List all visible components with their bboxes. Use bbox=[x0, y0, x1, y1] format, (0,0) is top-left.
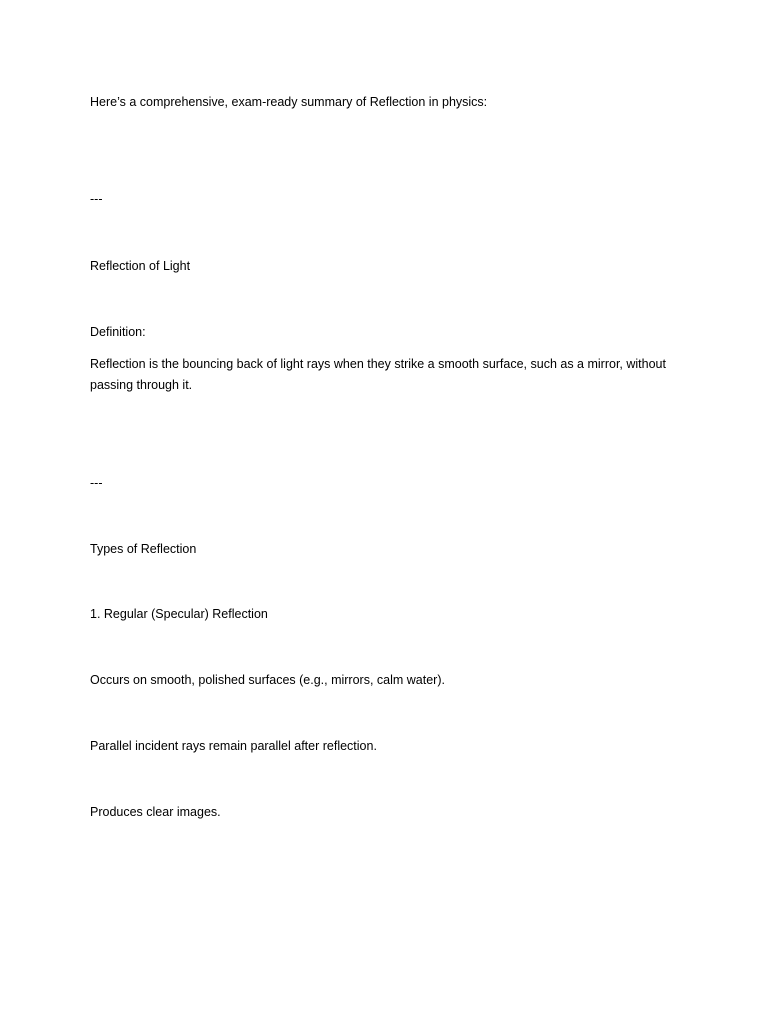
separator: --- bbox=[90, 192, 103, 206]
heading-types-of-reflection: Types of Reflection bbox=[90, 542, 197, 556]
separator: --- bbox=[90, 476, 103, 490]
heading-reflection-of-light: Reflection of Light bbox=[90, 259, 191, 273]
list-item: Occurs on smooth, polished surfaces (e.g., mirrors, calm water). bbox=[90, 673, 445, 687]
subheading-regular-reflection: 1. Regular (Specular) Reflection bbox=[90, 607, 268, 621]
definition-text: Reflection is the bouncing back of light rays when they strike a smooth surface, such as a mirror, without passing through it. bbox=[90, 357, 666, 392]
intro-text: Here’s a comprehensive, exam-ready summary of Reflection in physics: bbox=[90, 95, 488, 109]
list-item: Produces clear images. bbox=[90, 805, 221, 819]
list-item: Parallel incident rays remain parallel after reflection. bbox=[90, 739, 377, 753]
definition-label: Definition: bbox=[90, 325, 146, 339]
